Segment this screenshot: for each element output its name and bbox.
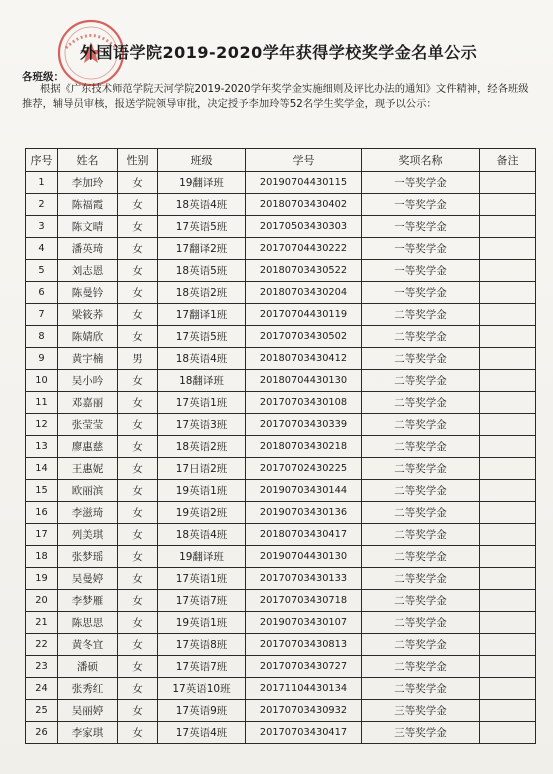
cell-award: 一等奖学金 — [362, 216, 480, 238]
cell-remark — [480, 304, 536, 326]
cell-award: 二等奖学金 — [362, 480, 480, 502]
cell-student-id: 20190704430130 — [246, 546, 362, 568]
cell-award: 一等奖学金 — [362, 260, 480, 282]
table-row — [26, 568, 536, 590]
cell-gender: 女 — [118, 722, 158, 744]
cell-gender: 女 — [118, 260, 158, 282]
header-cell: 奖项名称 — [362, 149, 480, 172]
cell-index: 22 — [26, 634, 58, 656]
cell-class: 18英语4班 — [158, 524, 246, 546]
cell-class: 17英语7班 — [158, 590, 246, 612]
cell-index: 13 — [26, 436, 58, 458]
cell-index: 21 — [26, 612, 58, 634]
cell-class: 19翻译班 — [158, 172, 246, 194]
cell-gender: 女 — [118, 370, 158, 392]
cell-index: 18 — [26, 546, 58, 568]
cell-remark — [480, 172, 536, 194]
cell-gender: 女 — [118, 458, 158, 480]
cell-student-id: 20180703430218 — [246, 436, 362, 458]
cell-award: 二等奖学金 — [362, 524, 480, 546]
cell-remark — [480, 194, 536, 216]
cell-award: 二等奖学金 — [362, 568, 480, 590]
cell-award: 二等奖学金 — [362, 370, 480, 392]
cell-gender: 女 — [118, 568, 158, 590]
cell-name: 李滋琦 — [58, 502, 118, 524]
cell-name: 黄宇楠 — [58, 348, 118, 370]
cell-award: 一等奖学金 — [362, 172, 480, 194]
cell-class: 19英语2班 — [158, 502, 246, 524]
table-row — [26, 502, 536, 524]
cell-remark — [480, 414, 536, 436]
cell-class: 18英语4班 — [158, 348, 246, 370]
table-row — [26, 722, 536, 744]
table-row — [26, 458, 536, 480]
cell-name: 张莹莹 — [58, 414, 118, 436]
cell-index: 1 — [26, 172, 58, 194]
cell-index: 7 — [26, 304, 58, 326]
cell-name: 陈曼钤 — [58, 282, 118, 304]
cell-index: 9 — [26, 348, 58, 370]
cell-gender: 女 — [118, 326, 158, 348]
header-cell: 学号 — [246, 149, 362, 172]
cell-gender: 女 — [118, 524, 158, 546]
cell-student-id: 20170703430339 — [246, 414, 362, 436]
intro-paragraph: 根据《广东技术师范学院天河学院2019-2020学年奖学金实施细则及评比办法的通知》文件精神，经各班级推荐，辅导员审核，报送学院领导审批，决定授予李加玲等52名学生奖学金，现予以公示： — [22, 83, 529, 110]
cell-index: 24 — [26, 678, 58, 700]
cell-student-id: 20180703430522 — [246, 260, 362, 282]
cell-gender: 女 — [118, 634, 158, 656]
cell-class: 19英语1班 — [158, 612, 246, 634]
table-row — [26, 678, 536, 700]
cell-remark — [480, 260, 536, 282]
header-cell: 姓名 — [58, 149, 118, 172]
cell-index: 16 — [26, 502, 58, 524]
cell-remark — [480, 590, 536, 612]
cell-gender: 女 — [118, 216, 158, 238]
cell-class: 17英语3班 — [158, 414, 246, 436]
cell-class: 17英语4班 — [158, 722, 246, 744]
cell-remark — [480, 348, 536, 370]
cell-student-id: 20170703430502 — [246, 326, 362, 348]
page-title: 外国语学院2019-2020学年获得学校奖学金名单公示 — [80, 43, 478, 62]
cell-gender: 女 — [118, 656, 158, 678]
cell-student-id: 20180703430402 — [246, 194, 362, 216]
cell-index: 19 — [26, 568, 58, 590]
cell-award: 三等奖学金 — [362, 700, 480, 722]
cell-index: 23 — [26, 656, 58, 678]
cell-award: 二等奖学金 — [362, 502, 480, 524]
cell-remark — [480, 238, 536, 260]
cell-class: 17翻译1班 — [158, 304, 246, 326]
header-cell: 性别 — [118, 149, 158, 172]
cell-gender: 女 — [118, 480, 158, 502]
cell-student-id: 20170703430417 — [246, 722, 362, 744]
cell-student-id: 20180704430130 — [246, 370, 362, 392]
cell-index: 11 — [26, 392, 58, 414]
cell-index: 10 — [26, 370, 58, 392]
header-cell: 备注 — [480, 149, 536, 172]
cell-class: 18英语4班 — [158, 194, 246, 216]
table-row — [26, 392, 536, 414]
table-row — [26, 436, 536, 458]
cell-student-id: 20180703430417 — [246, 524, 362, 546]
cell-remark — [480, 678, 536, 700]
cell-name: 潘硕 — [58, 656, 118, 678]
cell-index: 15 — [26, 480, 58, 502]
cell-award: 二等奖学金 — [362, 612, 480, 634]
cell-index: 25 — [26, 700, 58, 722]
cell-student-id: 20170704430222 — [246, 238, 362, 260]
cell-index: 14 — [26, 458, 58, 480]
cell-index: 4 — [26, 238, 58, 260]
cell-class: 17英语5班 — [158, 216, 246, 238]
cell-class: 17英语9班 — [158, 700, 246, 722]
cell-name: 李家琪 — [58, 722, 118, 744]
cell-name: 吴曼婷 — [58, 568, 118, 590]
cell-class: 18英语2班 — [158, 282, 246, 304]
cell-remark — [480, 370, 536, 392]
cell-gender: 男 — [118, 348, 158, 370]
cell-gender: 女 — [118, 612, 158, 634]
cell-student-id: 20190703430144 — [246, 480, 362, 502]
cell-award: 二等奖学金 — [362, 678, 480, 700]
table-header-row — [26, 149, 536, 172]
cell-class: 18英语5班 — [158, 260, 246, 282]
cell-gender: 女 — [118, 590, 158, 612]
cell-name: 张秀红 — [58, 678, 118, 700]
cell-name: 廖惠慈 — [58, 436, 118, 458]
cell-award: 一等奖学金 — [362, 194, 480, 216]
cell-remark — [480, 392, 536, 414]
cell-remark — [480, 700, 536, 722]
cell-student-id: 20170703430108 — [246, 392, 362, 414]
cell-name: 陈婧欣 — [58, 326, 118, 348]
cell-class: 17英语8班 — [158, 634, 246, 656]
cell-gender: 女 — [118, 304, 158, 326]
table-row — [26, 326, 536, 348]
cell-class: 17英语1班 — [158, 392, 246, 414]
cell-name: 欧丽滨 — [58, 480, 118, 502]
table-row — [26, 260, 536, 282]
cell-award: 二等奖学金 — [362, 414, 480, 436]
cell-student-id: 20170704430119 — [246, 304, 362, 326]
cell-gender: 女 — [118, 436, 158, 458]
table-row — [26, 612, 536, 634]
cell-index: 26 — [26, 722, 58, 744]
cell-class: 17英语7班 — [158, 656, 246, 678]
cell-student-id: 20190704430115 — [246, 172, 362, 194]
cell-remark — [480, 282, 536, 304]
cell-award: 一等奖学金 — [362, 282, 480, 304]
cell-index: 3 — [26, 216, 58, 238]
table-row — [26, 238, 536, 260]
cell-class: 17翻译2班 — [158, 238, 246, 260]
cell-name: 梁筱荞 — [58, 304, 118, 326]
cell-remark — [480, 524, 536, 546]
cell-award: 二等奖学金 — [362, 590, 480, 612]
table-row — [26, 282, 536, 304]
cell-remark — [480, 656, 536, 678]
cell-gender: 女 — [118, 238, 158, 260]
table-row — [26, 590, 536, 612]
cell-name: 邓嘉丽 — [58, 392, 118, 414]
header-cell: 序号 — [26, 149, 58, 172]
cell-class: 17英语1班 — [158, 568, 246, 590]
cell-name: 列美琪 — [58, 524, 118, 546]
cell-student-id: 20170703430813 — [246, 634, 362, 656]
cell-award: 二等奖学金 — [362, 634, 480, 656]
table-row — [26, 524, 536, 546]
cell-class: 19英语1班 — [158, 480, 246, 502]
cell-name: 吴小吟 — [58, 370, 118, 392]
table-row — [26, 700, 536, 722]
cell-remark — [480, 216, 536, 238]
cell-name: 张梦瑶 — [58, 546, 118, 568]
cell-remark — [480, 722, 536, 744]
cell-index: 2 — [26, 194, 58, 216]
cell-student-id: 20180703430204 — [246, 282, 362, 304]
cell-gender: 女 — [118, 392, 158, 414]
cell-award: 一等奖学金 — [362, 238, 480, 260]
cell-name: 王惠妮 — [58, 458, 118, 480]
cell-name: 李加玲 — [58, 172, 118, 194]
cell-class: 18翻译班 — [158, 370, 246, 392]
cell-award: 二等奖学金 — [362, 436, 480, 458]
cell-gender: 女 — [118, 502, 158, 524]
cell-student-id: 20180703430412 — [246, 348, 362, 370]
cell-award: 二等奖学金 — [362, 546, 480, 568]
cell-remark — [480, 458, 536, 480]
salutation: 各班级： — [22, 71, 64, 83]
cell-name: 吴丽婷 — [58, 700, 118, 722]
table-row — [26, 480, 536, 502]
cell-class: 17英语5班 — [158, 326, 246, 348]
cell-gender: 女 — [118, 414, 158, 436]
cell-remark — [480, 326, 536, 348]
cell-gender: 女 — [118, 172, 158, 194]
cell-award: 二等奖学金 — [362, 458, 480, 480]
cell-student-id: 20170503430303 — [246, 216, 362, 238]
cell-gender: 女 — [118, 194, 158, 216]
cell-index: 8 — [26, 326, 58, 348]
cell-student-id: 20170703430133 — [246, 568, 362, 590]
cell-class: 18英语2班 — [158, 436, 246, 458]
table-row — [26, 656, 536, 678]
cell-remark — [480, 612, 536, 634]
cell-name: 黄冬宜 — [58, 634, 118, 656]
cell-student-id: 20171104430134 — [246, 678, 362, 700]
cell-index: 17 — [26, 524, 58, 546]
cell-name: 陈文晴 — [58, 216, 118, 238]
cell-award: 二等奖学金 — [362, 304, 480, 326]
table-row — [26, 634, 536, 656]
header-cell: 班级 — [158, 149, 246, 172]
table-row — [26, 304, 536, 326]
table-row — [26, 414, 536, 436]
cell-index: 6 — [26, 282, 58, 304]
cell-class: 19翻译班 — [158, 546, 246, 568]
cell-gender: 女 — [118, 282, 158, 304]
cell-remark — [480, 480, 536, 502]
cell-gender: 女 — [118, 700, 158, 722]
cell-student-id: 20170702430225 — [246, 458, 362, 480]
cell-remark — [480, 502, 536, 524]
table-row — [26, 172, 536, 194]
cell-award: 二等奖学金 — [362, 392, 480, 414]
cell-index: 20 — [26, 590, 58, 612]
cell-gender: 女 — [118, 546, 158, 568]
cell-award: 二等奖学金 — [362, 656, 480, 678]
cell-class: 17英语10班 — [158, 678, 246, 700]
table-row — [26, 546, 536, 568]
cell-gender: 女 — [118, 678, 158, 700]
table-row — [26, 194, 536, 216]
cell-name: 李梦雁 — [58, 590, 118, 612]
cell-student-id: 20170703430932 — [246, 700, 362, 722]
cell-remark — [480, 436, 536, 458]
cell-remark — [480, 546, 536, 568]
cell-name: 陈思思 — [58, 612, 118, 634]
cell-remark — [480, 568, 536, 590]
cell-name: 潘英琦 — [58, 238, 118, 260]
cell-student-id: 20170703430727 — [246, 656, 362, 678]
cell-remark — [480, 634, 536, 656]
scholarship-table — [25, 148, 536, 744]
cell-name: 刘志恩 — [58, 260, 118, 282]
cell-student-id: 20190703430107 — [246, 612, 362, 634]
table-row — [26, 370, 536, 392]
cell-index: 5 — [26, 260, 58, 282]
cell-index: 12 — [26, 414, 58, 436]
cell-class: 17日语2班 — [158, 458, 246, 480]
cell-award: 三等奖学金 — [362, 722, 480, 744]
table-row — [26, 348, 536, 370]
cell-name: 陈福霞 — [58, 194, 118, 216]
table-row — [26, 216, 536, 238]
cell-student-id: 20190703430136 — [246, 502, 362, 524]
cell-award: 二等奖学金 — [362, 326, 480, 348]
cell-award: 二等奖学金 — [362, 348, 480, 370]
cell-student-id: 20170703430718 — [246, 590, 362, 612]
